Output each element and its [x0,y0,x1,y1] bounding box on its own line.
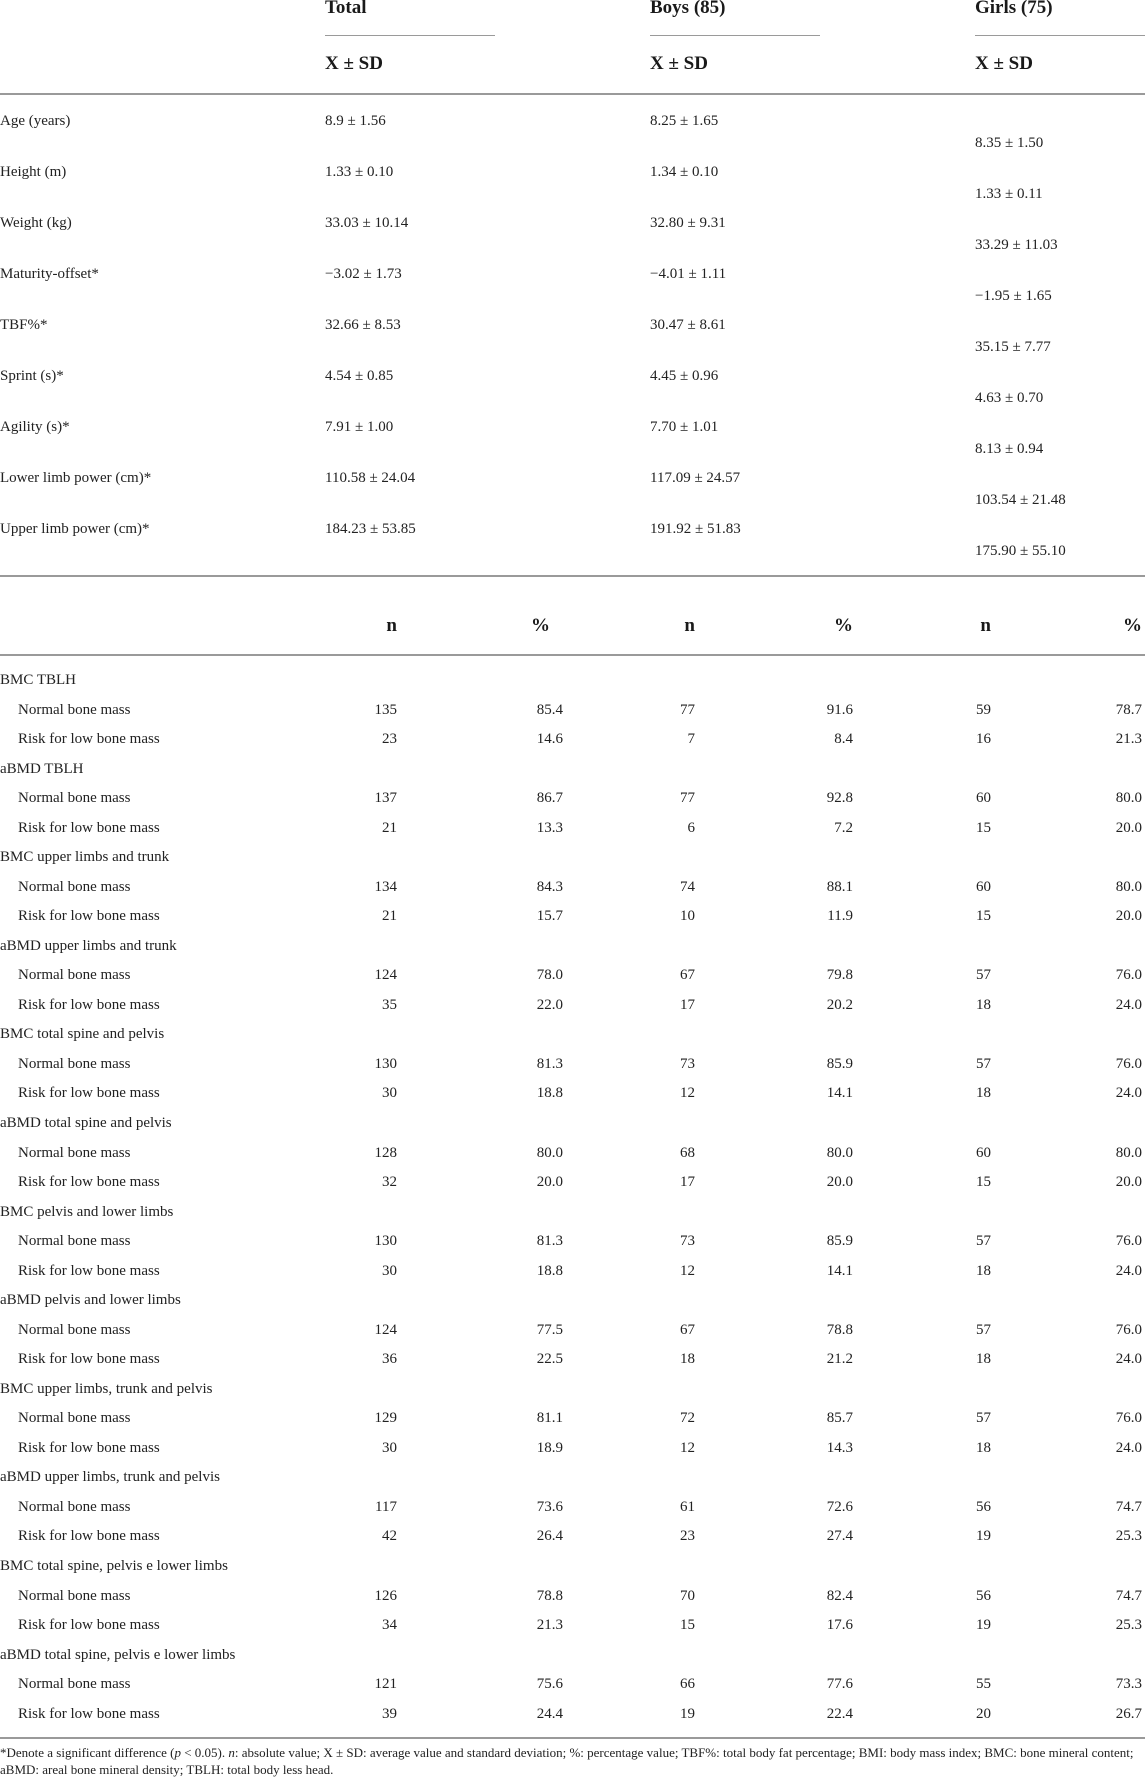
count-cell: 17 [680,1174,695,1190]
percent-cell: 80.0 [1115,790,1142,807]
percent-cell: 18.9 [536,1439,563,1456]
percent-cell: 84.3 [536,878,563,895]
count-cell: 70 [680,1587,695,1604]
count-cell: 12 [680,1085,695,1102]
descriptive-label: Age (years) [0,113,71,129]
section-divider [0,575,1145,577]
percent-cell: 14.3 [826,1439,853,1456]
percent-cell: 20.0 [1115,819,1142,836]
count-cell: 18 [976,1351,991,1368]
percent-cell: 14.1 [826,1262,853,1279]
percent-cell: 78.7 [1115,701,1142,718]
percent-cell: 76.0 [1115,1321,1142,1338]
count-cell: 128 [374,1144,397,1161]
count-cell: 126 [374,1587,397,1604]
count-header-divider [0,654,1145,656]
bone-row-label: Risk for low bone mass [18,1351,160,1368]
count-cell: 55 [976,1676,991,1693]
count-cell: 56 [976,1587,991,1604]
descriptive-boys: 7.70 ± 1.01 [650,419,719,435]
bone-row-label: Risk for low bone mass [18,1617,160,1633]
percent-cell: 8.4 [834,731,853,747]
percent-cell: 77.5 [536,1321,563,1338]
bone-group-title: BMC total spine, pelvis e lower limbs [0,1558,228,1574]
count-cell: 42 [382,1528,397,1545]
count-cell: 124 [374,967,397,984]
count-cell: 57 [976,1321,991,1338]
percent-cell: 22.0 [536,996,563,1013]
count-cell: 15 [680,1617,695,1633]
bone-group-title: BMC TBLH [0,672,76,688]
percent-cell: 74.7 [1115,1498,1142,1515]
percent-cell: 91.6 [826,701,853,718]
count-cell: 23 [382,731,397,747]
table-bottom-divider [0,1737,1145,1739]
percent-cell: 20.0 [1115,908,1142,925]
descriptive-total: 33.03 ± 10.14 [325,215,409,231]
descriptive-girls: −1.95 ± 1.65 [975,288,1052,304]
percent-cell: 24.0 [1115,1439,1142,1456]
count-cell: 73 [680,1055,695,1072]
descriptive-label: Lower limb power (cm)* [0,470,152,486]
percent-cell: 74.7 [1115,1587,1142,1604]
count-cell: 23 [680,1528,695,1545]
percent-cell: 85.7 [826,1410,853,1427]
bone-group-title: aBMD pelvis and lower limbs [0,1292,181,1309]
stat-header-total: X ± SD [325,53,383,74]
percent-cell: 21.3 [1115,731,1142,747]
count-cell: 60 [976,1144,991,1161]
bone-row-label: Risk for low bone mass [18,1705,160,1722]
bone-row-label: Normal bone mass [18,1144,131,1161]
percent-cell: 85.9 [826,1233,853,1250]
descriptive-boys: −4.01 ± 1.11 [650,266,727,282]
descriptive-boys: 32.80 ± 9.31 [650,215,726,231]
header-underline-total [325,35,495,36]
descriptive-label: Maturity-offset* [0,266,99,282]
count-cell: 73 [680,1233,695,1250]
count-cell: 19 [680,1705,695,1722]
descriptive-total: 7.91 ± 1.00 [325,419,394,435]
column-header-boys: Boys (85) [650,0,726,18]
count-cell: 121 [374,1676,397,1693]
bone-row-label: Risk for low bone mass [18,908,160,925]
header-divider [0,93,1145,95]
percent-cell: 11.9 [827,908,853,925]
bone-row-label: Risk for low bone mass [18,996,160,1013]
descriptive-girls: 33.29 ± 11.03 [975,237,1058,253]
count-cell: 12 [680,1439,695,1456]
percent-cell: 82.4 [826,1587,853,1604]
column-header-total: Total [325,0,367,18]
count-cell: 20 [976,1705,991,1722]
bone-group-title: BMC pelvis and lower limbs [0,1203,174,1220]
percent-cell: 86.7 [536,790,563,807]
percent-cell: 73.3 [1115,1676,1142,1693]
percent-cell: 88.1 [826,878,853,895]
descriptive-boys: 1.34 ± 0.10 [650,164,719,180]
count-cell: 61 [680,1498,695,1515]
count-cell: 57 [976,1055,991,1072]
stat-header-girls: X ± SD [975,53,1033,74]
count-cell: 30 [382,1439,397,1456]
percent-cell: 76.0 [1115,1410,1142,1427]
bone-row-label: Risk for low bone mass [18,1439,160,1456]
count-cell: 18 [680,1351,695,1368]
table-footnote: *Denote a significant difference (p < 0.05). n: absolute value; X ± SD: average value and standard deviation; %: percentage value; TBF%: total body fat percentage; BMI: body mass index; BMC: bone mineral content; aBMD: areal bone mineral density; TBLH: total body less head. [0,1745,1134,1777]
descriptive-total: −3.02 ± 1.73 [325,266,402,282]
percent-cell: 13.3 [536,819,563,836]
bone-group-title: BMC upper limbs and trunk [0,849,170,866]
bone-group-title: aBMD TBLH [0,760,84,777]
bone-row-label: Normal bone mass [18,878,131,895]
count-cell: 7 [687,731,695,747]
count-header-n-boys: n [684,615,695,636]
count-cell: 16 [976,731,991,747]
bone-row-label: Normal bone mass [18,1498,131,1515]
bone-row-label: Risk for low bone mass [18,819,160,836]
percent-cell: 14.6 [536,731,563,747]
bone-row-label: Normal bone mass [18,1233,131,1250]
count-header-pct-girls: % [1123,615,1142,636]
percent-cell: 20.2 [826,996,853,1013]
count-cell: 35 [382,996,397,1013]
percent-cell: 20.0 [826,1174,853,1190]
count-cell: 18 [976,1085,991,1102]
bone-row-label: Normal bone mass [18,1321,131,1338]
descriptive-girls: 175.90 ± 55.10 [975,543,1066,559]
bone-row-label: Normal bone mass [18,701,131,718]
descriptive-label: Sprint (s)* [0,368,64,384]
percent-cell: 80.0 [1115,1144,1142,1161]
percent-cell: 76.0 [1115,1233,1142,1250]
count-cell: 21 [382,908,397,925]
percent-cell: 81.3 [536,1233,563,1250]
stat-header-boys: X ± SD [650,53,708,74]
bone-group-title: aBMD upper limbs, trunk and pelvis [0,1469,220,1486]
percent-cell: 27.4 [826,1528,853,1545]
bone-group-title: BMC upper limbs, trunk and pelvis [0,1380,213,1397]
percent-cell: 24.0 [1115,996,1142,1013]
header-underline-girls [975,35,1145,36]
percent-cell: 85.4 [536,701,563,718]
descriptive-boys: 8.25 ± 1.65 [650,113,719,129]
count-cell: 15 [976,819,991,836]
percent-cell: 76.0 [1115,967,1142,984]
bone-row-label: Risk for low bone mass [18,1262,160,1279]
percent-cell: 21.3 [536,1617,563,1633]
bone-row-label: Risk for low bone mass [18,1174,160,1190]
count-cell: 130 [374,1055,397,1072]
percent-cell: 80.0 [536,1144,563,1161]
count-cell: 124 [374,1321,397,1338]
descriptive-label: TBF%* [0,317,48,333]
bone-group-title: aBMD total spine and pelvis [0,1115,172,1131]
percent-cell: 75.6 [536,1676,563,1693]
percent-cell: 25.3 [1115,1617,1142,1633]
descriptive-girls: 8.35 ± 1.50 [975,135,1044,151]
bone-row-label: Normal bone mass [18,1410,131,1427]
percent-cell: 77.6 [826,1676,853,1693]
percent-cell: 24.4 [536,1705,563,1722]
percent-cell: 80.0 [1115,878,1142,895]
percent-cell: 26.7 [1115,1705,1142,1722]
count-cell: 57 [976,1233,991,1250]
count-header-n-girls: n [980,615,991,636]
count-cell: 134 [374,878,397,895]
descriptive-label: Height (m) [0,164,67,180]
count-cell: 12 [680,1262,695,1279]
percent-cell: 24.0 [1115,1351,1142,1368]
count-cell: 74 [680,878,695,895]
count-cell: 15 [976,908,991,925]
descriptive-boys: 4.45 ± 0.96 [650,368,719,384]
bone-row-label: Normal bone mass [18,1055,131,1072]
bone-row-label: Risk for low bone mass [18,1085,160,1102]
count-cell: 57 [976,1410,991,1427]
count-cell: 17 [680,996,695,1013]
descriptive-label: Agility (s)* [0,419,70,435]
count-cell: 137 [374,790,397,807]
count-cell: 18 [976,1439,991,1456]
count-header-n-total: n [386,615,397,636]
percent-cell: 17.6 [826,1617,853,1633]
percent-cell: 85.9 [826,1055,853,1072]
percent-cell: 80.0 [826,1144,853,1161]
bone-row-label: Normal bone mass [18,790,131,807]
percent-cell: 22.5 [536,1351,563,1368]
bone-row-label: Normal bone mass [18,967,131,984]
count-cell: 68 [680,1144,695,1161]
count-cell: 18 [976,1262,991,1279]
bone-row-label: Risk for low bone mass [18,731,160,747]
count-cell: 135 [374,701,397,718]
percent-cell: 20.0 [1115,1174,1142,1190]
descriptive-total: 1.33 ± 0.10 [325,164,394,180]
percent-cell: 24.0 [1115,1262,1142,1279]
count-cell: 130 [374,1233,397,1250]
percent-cell: 78.8 [826,1321,853,1338]
percent-cell: 20.0 [536,1174,563,1190]
bone-row-label: Risk for low bone mass [18,1528,160,1545]
descriptive-total: 8.9 ± 1.56 [325,113,386,129]
count-header-pct-boys: % [834,615,853,636]
count-cell: 15 [976,1174,991,1190]
header-underline-boys [650,35,820,36]
descriptive-girls: 35.15 ± 7.77 [975,339,1051,355]
percent-cell: 21.2 [826,1351,853,1368]
percent-cell: 81.3 [536,1055,563,1072]
percent-cell: 15.7 [536,908,563,925]
descriptive-girls: 8.13 ± 0.94 [975,441,1044,457]
descriptive-label: Upper limb power (cm)* [0,521,150,537]
descriptive-boys: 117.09 ± 24.57 [650,470,741,486]
percent-cell: 18.8 [536,1262,563,1279]
percent-cell: 22.4 [826,1705,853,1722]
percent-cell: 73.6 [536,1498,563,1515]
bone-row-label: Normal bone mass [18,1587,131,1604]
count-cell: 21 [382,819,397,836]
count-cell: 60 [976,878,991,895]
bone-group-title: aBMD total spine, pelvis e lower limbs [0,1646,236,1663]
descriptive-label: Weight (kg) [0,215,72,231]
count-cell: 66 [680,1676,695,1693]
count-cell: 56 [976,1498,991,1515]
bone-group-title: BMC total spine and pelvis [0,1026,165,1043]
descriptive-total: 4.54 ± 0.85 [325,368,394,384]
descriptive-boys: 30.47 ± 8.61 [650,317,726,333]
percent-cell: 92.8 [826,790,853,807]
percent-cell: 18.8 [536,1085,563,1102]
descriptive-total: 184.23 ± 53.85 [325,521,416,537]
bone-group-title: aBMD upper limbs and trunk [0,937,177,954]
percent-cell: 14.1 [826,1085,853,1102]
descriptive-girls: 1.33 ± 0.11 [975,186,1043,202]
count-cell: 36 [382,1351,397,1368]
descriptive-boys: 191.92 ± 51.83 [650,521,741,537]
count-cell: 18 [976,996,991,1013]
count-cell: 10 [680,908,695,925]
count-cell: 59 [976,701,991,718]
percent-cell: 24.0 [1115,1085,1142,1102]
count-cell: 19 [976,1528,991,1545]
count-cell: 67 [680,967,695,984]
count-cell: 77 [680,701,695,718]
descriptive-girls: 103.54 ± 21.48 [975,492,1066,508]
count-header-pct-total: % [531,615,550,636]
count-cell: 30 [382,1262,397,1279]
count-cell: 77 [680,790,695,807]
percent-cell: 76.0 [1115,1055,1142,1072]
percent-cell: 78.0 [536,967,563,984]
count-cell: 34 [382,1617,397,1633]
count-cell: 39 [382,1705,397,1722]
count-cell: 30 [382,1085,397,1102]
percent-cell: 7.2 [834,819,853,836]
percent-cell: 25.3 [1115,1528,1142,1545]
percent-cell: 81.1 [536,1410,563,1427]
count-cell: 6 [687,819,695,836]
count-cell: 57 [976,967,991,984]
bone-row-label: Normal bone mass [18,1676,131,1693]
count-cell: 60 [976,790,991,807]
count-cell: 129 [374,1410,397,1427]
column-header-girls: Girls (75) [975,0,1053,18]
count-cell: 67 [680,1321,695,1338]
count-cell: 19 [976,1617,991,1633]
count-cell: 117 [375,1498,397,1515]
count-cell: 32 [382,1174,397,1190]
percent-cell: 79.8 [826,967,853,984]
descriptive-girls: 4.63 ± 0.70 [975,390,1044,406]
descriptive-total: 110.58 ± 24.04 [325,470,416,486]
percent-cell: 78.8 [536,1587,563,1604]
percent-cell: 26.4 [536,1528,563,1545]
count-cell: 72 [680,1410,695,1427]
descriptive-total: 32.66 ± 8.53 [325,317,401,333]
percent-cell: 72.6 [826,1498,853,1515]
